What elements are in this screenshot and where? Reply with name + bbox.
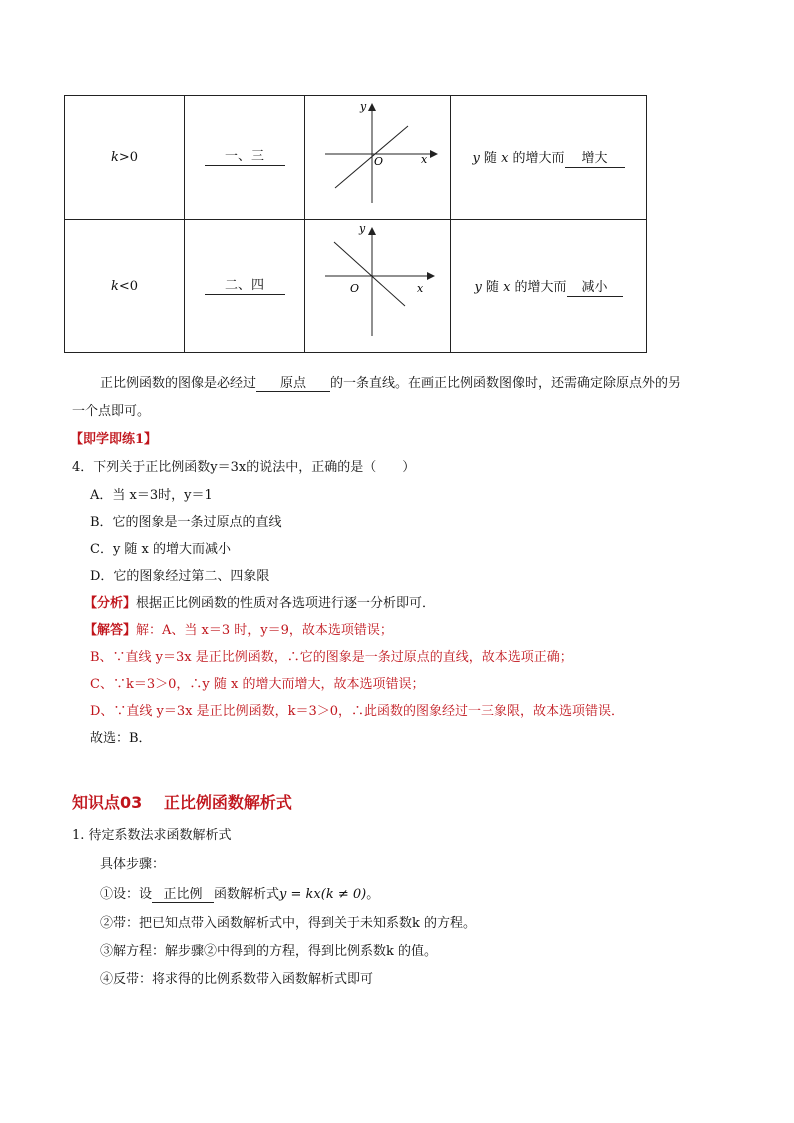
analysis-text: 根据正比例函数的性质对各选项进行逐一分析即可． xyxy=(136,596,436,611)
analysis-line xyxy=(84,592,435,611)
k-value-table xyxy=(64,95,647,353)
option-a: A．当 x＝3时，y＝1 xyxy=(90,488,213,503)
graph-decreasing-icon xyxy=(305,220,450,348)
summary-line-2: 一个点即可。 xyxy=(72,404,151,419)
summary-blank-answer: 原点 xyxy=(256,376,330,392)
step1-formula: y = kx(k ≠ 0) xyxy=(279,887,367,902)
step-4: ④反带：将求得的比例系数带入函数解析式即可 xyxy=(100,972,374,987)
trend-text: 的增大而 xyxy=(508,151,565,166)
table-row-k-positive xyxy=(65,96,647,220)
trend-y: y xyxy=(474,279,482,295)
k-variable: k xyxy=(110,278,119,294)
option-c: C．y 随 x 的增大而减小 xyxy=(90,542,232,557)
trend-cell xyxy=(451,96,647,220)
quadrant-cell xyxy=(185,96,305,220)
step1-text-b: 函数解析式 xyxy=(214,887,280,902)
k-relation: >0 xyxy=(118,150,139,165)
step1-text-a: ①设：设 xyxy=(100,887,153,902)
answer-line-b: B、∵直线 y＝3x 是正比例函数，∴它的图象是一条过原点的直线，故本选项正确； xyxy=(90,650,573,665)
trend-text: 的增大而 xyxy=(510,279,567,295)
graph-cell xyxy=(305,220,451,353)
table-row-k-negative xyxy=(65,220,647,353)
option-d: D．它的图象经过第二、四象限 xyxy=(90,569,270,584)
step1-end: 。 xyxy=(366,887,380,902)
answer-line-1 xyxy=(84,619,393,638)
answer-line-d: D、∵直线 y＝3x 是正比例函数，k＝3＞0，∴此函数的图象经过一三象限，故本选项错误． xyxy=(90,704,625,719)
summary-text-a: 正比例函数的图像是必经过 xyxy=(100,376,257,391)
k-condition-cell xyxy=(65,220,185,353)
analysis-tag: 【分析】 xyxy=(84,596,137,611)
step-3: ③解方程：解步骤②中得到的方程，得到比例系数k 的值。 xyxy=(100,944,438,959)
answer-line-c: C、∵k＝3＞0，∴y 随 x 的增大而增大，故本选项错误； xyxy=(90,677,425,692)
option-b: B．它的图象是一条过原点的直线 xyxy=(90,515,282,530)
answer-tag: 【解答】 xyxy=(84,623,137,638)
quadrant-cell xyxy=(185,220,305,353)
steps-title: 具体步骤： xyxy=(100,857,166,872)
trend-x: x xyxy=(501,151,509,166)
trend-mid: 随 xyxy=(479,151,502,166)
graph-x-label: x xyxy=(417,282,424,295)
trend-answer: 增大 xyxy=(565,151,625,168)
graph-y-label: y xyxy=(359,222,366,235)
k-relation: <0 xyxy=(118,278,139,294)
k-variable: k xyxy=(110,150,119,165)
graph-x-label: x xyxy=(421,153,428,166)
section-item-1: 1. 待定系数法求函数解析式 xyxy=(72,828,232,843)
trend-cell xyxy=(451,220,647,353)
summary-text-b: 的一条直线。在画正比例函数图像时，还需确定除原点外的另 xyxy=(330,376,682,391)
step1-blank-answer: 正比例 xyxy=(152,887,214,903)
k-condition-cell xyxy=(65,96,185,220)
graph-y-label: y xyxy=(360,100,367,113)
practice-title: 【即学即练1】 xyxy=(70,432,158,447)
step-2: ②带：把已知点带入函数解析式中，得到关于未知系数k 的方程。 xyxy=(100,916,477,931)
step-1 xyxy=(100,883,379,903)
graph-cell xyxy=(305,96,451,220)
answer-text-a: 解：A、当 x＝3 时，y＝9，故本选项错误； xyxy=(136,623,393,638)
answer-conclusion: 故选：B． xyxy=(90,731,152,746)
trend-y: y xyxy=(472,151,480,166)
quadrant-answer: 一、三 xyxy=(205,149,285,166)
trend-answer: 减小 xyxy=(567,280,623,297)
graph-origin-label: O xyxy=(374,155,384,168)
section-heading: 知识点03 正比例函数解析式 xyxy=(72,793,292,812)
question-text: 4．下列关于正比例函数y＝3x的说法中，正确的是（ ） xyxy=(72,460,416,475)
quadrant-answer: 二、四 xyxy=(205,278,285,295)
graph-origin-label: O xyxy=(350,282,360,295)
trend-mid: 随 xyxy=(481,279,504,295)
summary-line-1 xyxy=(100,372,681,392)
graph-increasing-icon xyxy=(305,96,450,215)
trend-x: x xyxy=(503,279,511,295)
